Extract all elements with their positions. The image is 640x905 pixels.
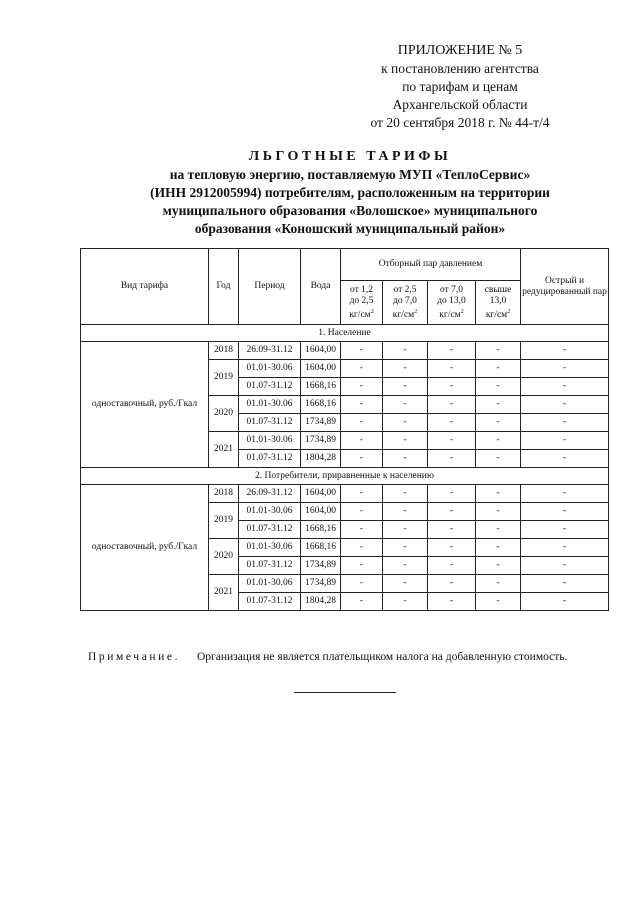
steam-cell: -: [476, 521, 521, 539]
steam-cell: -: [476, 414, 521, 432]
steam-cell: -: [428, 360, 476, 378]
steam-cell: -: [383, 521, 428, 539]
water-cell: 1734,89: [301, 575, 341, 593]
steam-cell: -: [521, 593, 609, 611]
steam-cell: -: [428, 342, 476, 360]
period-cell: 01.07-31.12: [239, 521, 301, 539]
steam-cell: -: [341, 450, 383, 468]
unit-text: кг/см: [349, 309, 371, 320]
water-cell: 1668,16: [301, 539, 341, 557]
water-cell: 1604,00: [301, 342, 341, 360]
steam-cell: -: [428, 396, 476, 414]
unit-superscript: 2: [460, 308, 464, 315]
header-steam-col-text: до 13,0: [437, 295, 466, 306]
header-steam-col-unit: [383, 307, 427, 321]
table-row: [81, 485, 609, 503]
steam-cell: -: [476, 539, 521, 557]
steam-cell: -: [521, 557, 609, 575]
document-heading: [80, 148, 620, 238]
steam-cell: -: [476, 342, 521, 360]
note-text: Организация не является плательщиком налога на добавленную стоимость.: [196, 651, 568, 663]
header-steam-col-text: 13,0: [489, 295, 507, 306]
period-cell: 01.07-31.12: [239, 593, 301, 611]
steam-cell: -: [428, 450, 476, 468]
year-cell: 2020: [209, 539, 239, 575]
header-steam-col-2: [383, 281, 428, 325]
steam-cell: -: [428, 593, 476, 611]
steam-cell: -: [476, 450, 521, 468]
table-row: [81, 342, 609, 360]
steam-cell: -: [521, 521, 609, 539]
steam-cell: -: [428, 575, 476, 593]
steam-cell: -: [341, 342, 383, 360]
period-cell: 26.09-31.12: [239, 485, 301, 503]
steam-cell: -: [521, 485, 609, 503]
water-cell: 1604,00: [301, 503, 341, 521]
steam-cell: -: [341, 396, 383, 414]
steam-cell: -: [341, 432, 383, 450]
steam-cell: -: [383, 575, 428, 593]
steam-cell: -: [521, 378, 609, 396]
period-cell: 01.01-30.06: [239, 432, 301, 450]
water-cell: 1668,16: [301, 521, 341, 539]
steam-cell: -: [341, 485, 383, 503]
steam-cell: -: [341, 378, 383, 396]
steam-cell: -: [383, 593, 428, 611]
appendix-block: [330, 42, 590, 132]
steam-cell: -: [428, 521, 476, 539]
steam-cell: -: [383, 503, 428, 521]
water-cell: 1604,00: [301, 360, 341, 378]
year-cell: 2021: [209, 432, 239, 468]
steam-cell: -: [428, 378, 476, 396]
steam-cell: -: [521, 539, 609, 557]
appendix-line: Архангельской области: [392, 97, 528, 112]
steam-cell: -: [476, 378, 521, 396]
water-cell: 1604,00: [301, 485, 341, 503]
steam-cell: -: [341, 539, 383, 557]
steam-cell: -: [383, 378, 428, 396]
header-steam-col-unit: [476, 307, 520, 321]
header-year: Год: [209, 249, 239, 325]
header-row: [81, 249, 609, 281]
header-steam-col-text: до 7,0: [393, 295, 417, 306]
header-tariff-type: Вид тарифа: [81, 249, 209, 325]
period-cell: 26.09-31.12: [239, 342, 301, 360]
year-cell: 2018: [209, 342, 239, 360]
appendix-line: по тарифам и ценам: [402, 79, 518, 94]
note: [88, 651, 618, 663]
steam-cell: -: [521, 360, 609, 378]
period-cell: 01.07-31.12: [239, 414, 301, 432]
unit-text: кг/см: [392, 309, 415, 320]
water-cell: 1734,89: [301, 557, 341, 575]
header-period: Период: [239, 249, 301, 325]
year-cell: 2021: [209, 575, 239, 611]
period-cell: 01.07-31.12: [239, 557, 301, 575]
steam-cell: -: [383, 396, 428, 414]
steam-cell: -: [428, 485, 476, 503]
header-steam-col-3: [428, 281, 476, 325]
steam-cell: -: [383, 557, 428, 575]
steam-cell: -: [521, 396, 609, 414]
header-steam-col-unit: [341, 307, 382, 321]
header-steam-col-1: [341, 281, 383, 325]
steam-cell: -: [476, 360, 521, 378]
tariff-type-cell: одноставочный, руб./Гкал: [81, 342, 209, 468]
steam-cell: -: [521, 342, 609, 360]
steam-cell: -: [521, 503, 609, 521]
heading-line: на тепловую энергию, поставляемую МУП «ТеплоСервис»: [169, 167, 531, 182]
heading-line: (ИНН 2912005994) потребителям, расположенным на территории: [150, 185, 550, 200]
heading-title: ЛЬГОТНЫЕ ТАРИФЫ: [248, 149, 452, 164]
steam-cell: -: [383, 414, 428, 432]
appendix-line: от 20 сентября 2018 г. № 44-т/4: [370, 115, 550, 130]
steam-cell: -: [476, 575, 521, 593]
header-steam-col-text: свыше: [484, 284, 512, 295]
appendix-line: к постановлению агентства: [381, 61, 539, 76]
steam-cell: -: [383, 450, 428, 468]
period-cell: 01.01-30.06: [239, 539, 301, 557]
steam-cell: -: [476, 503, 521, 521]
steam-cell: -: [521, 432, 609, 450]
steam-cell: -: [341, 593, 383, 611]
steam-cell: -: [383, 360, 428, 378]
tariff-type-cell: одноставочный, руб./Гкал: [81, 485, 209, 611]
year-cell: 2019: [209, 503, 239, 539]
steam-cell: -: [383, 342, 428, 360]
header-steam-col-text: до 2,5: [349, 295, 374, 306]
steam-cell: -: [521, 575, 609, 593]
water-cell: 1668,16: [301, 378, 341, 396]
steam-cell: -: [341, 575, 383, 593]
steam-cell: -: [341, 414, 383, 432]
header-steam-col-unit: [428, 307, 475, 321]
section-header-row: [81, 468, 609, 485]
year-cell: 2018: [209, 485, 239, 503]
steam-cell: -: [341, 503, 383, 521]
unit-superscript: 2: [370, 308, 374, 315]
steam-cell: -: [428, 539, 476, 557]
steam-cell: -: [476, 557, 521, 575]
year-cell: 2020: [209, 396, 239, 432]
water-cell: 1734,89: [301, 432, 341, 450]
steam-cell: -: [383, 485, 428, 503]
note-label: Примечание.: [88, 651, 181, 663]
water-cell: 1734,89: [301, 414, 341, 432]
period-cell: 01.01-30.06: [239, 575, 301, 593]
steam-cell: -: [341, 521, 383, 539]
steam-cell: -: [476, 396, 521, 414]
header-sharp-steam: Острый и редуцированный пар: [521, 249, 609, 325]
period-cell: 01.01-30.06: [239, 396, 301, 414]
water-cell: 1804,28: [301, 450, 341, 468]
header-steam-col-text: от 7,0: [439, 284, 464, 295]
steam-cell: -: [428, 432, 476, 450]
tariff-table: [80, 248, 609, 611]
unit-text: кг/см: [485, 309, 508, 320]
steam-cell: -: [428, 414, 476, 432]
unit-superscript: 2: [414, 308, 418, 315]
water-cell: 1668,16: [301, 396, 341, 414]
year-cell: 2019: [209, 360, 239, 396]
steam-cell: -: [341, 360, 383, 378]
header-water: Вода: [301, 249, 341, 325]
heading-line: образования «Коношский муниципальный район»: [194, 221, 506, 236]
section-title: 1. Население: [81, 325, 609, 342]
steam-cell: -: [383, 539, 428, 557]
header-steam: Отборный пар давлением: [341, 249, 521, 281]
period-cell: 01.07-31.12: [239, 450, 301, 468]
steam-cell: -: [341, 557, 383, 575]
unit-text: кг/см: [439, 309, 461, 320]
heading-line: муниципального образования «Волошское» муниципального: [162, 203, 538, 218]
steam-cell: -: [428, 557, 476, 575]
appendix-title: ПРИЛОЖЕНИЕ № 5: [397, 43, 523, 58]
steam-cell: -: [476, 485, 521, 503]
steam-cell: -: [428, 503, 476, 521]
period-cell: 01.07-31.12: [239, 378, 301, 396]
steam-cell: -: [521, 450, 609, 468]
header-steam-col-4: [476, 281, 521, 325]
steam-cell: -: [476, 432, 521, 450]
water-cell: 1804,28: [301, 593, 341, 611]
period-cell: 01.01-30.06: [239, 360, 301, 378]
header-steam-col-text: от 2,5: [393, 284, 417, 295]
unit-superscript: 2: [507, 308, 511, 315]
section-title: 2. Потребители, приравненные к населению: [81, 468, 609, 485]
steam-cell: -: [476, 593, 521, 611]
steam-cell: -: [383, 432, 428, 450]
period-cell: 01.01-30.06: [239, 503, 301, 521]
section-header-row: [81, 325, 609, 342]
steam-cell: -: [521, 414, 609, 432]
header-steam-col-text: от 1,2: [349, 284, 374, 295]
closing-rule: [294, 692, 396, 693]
